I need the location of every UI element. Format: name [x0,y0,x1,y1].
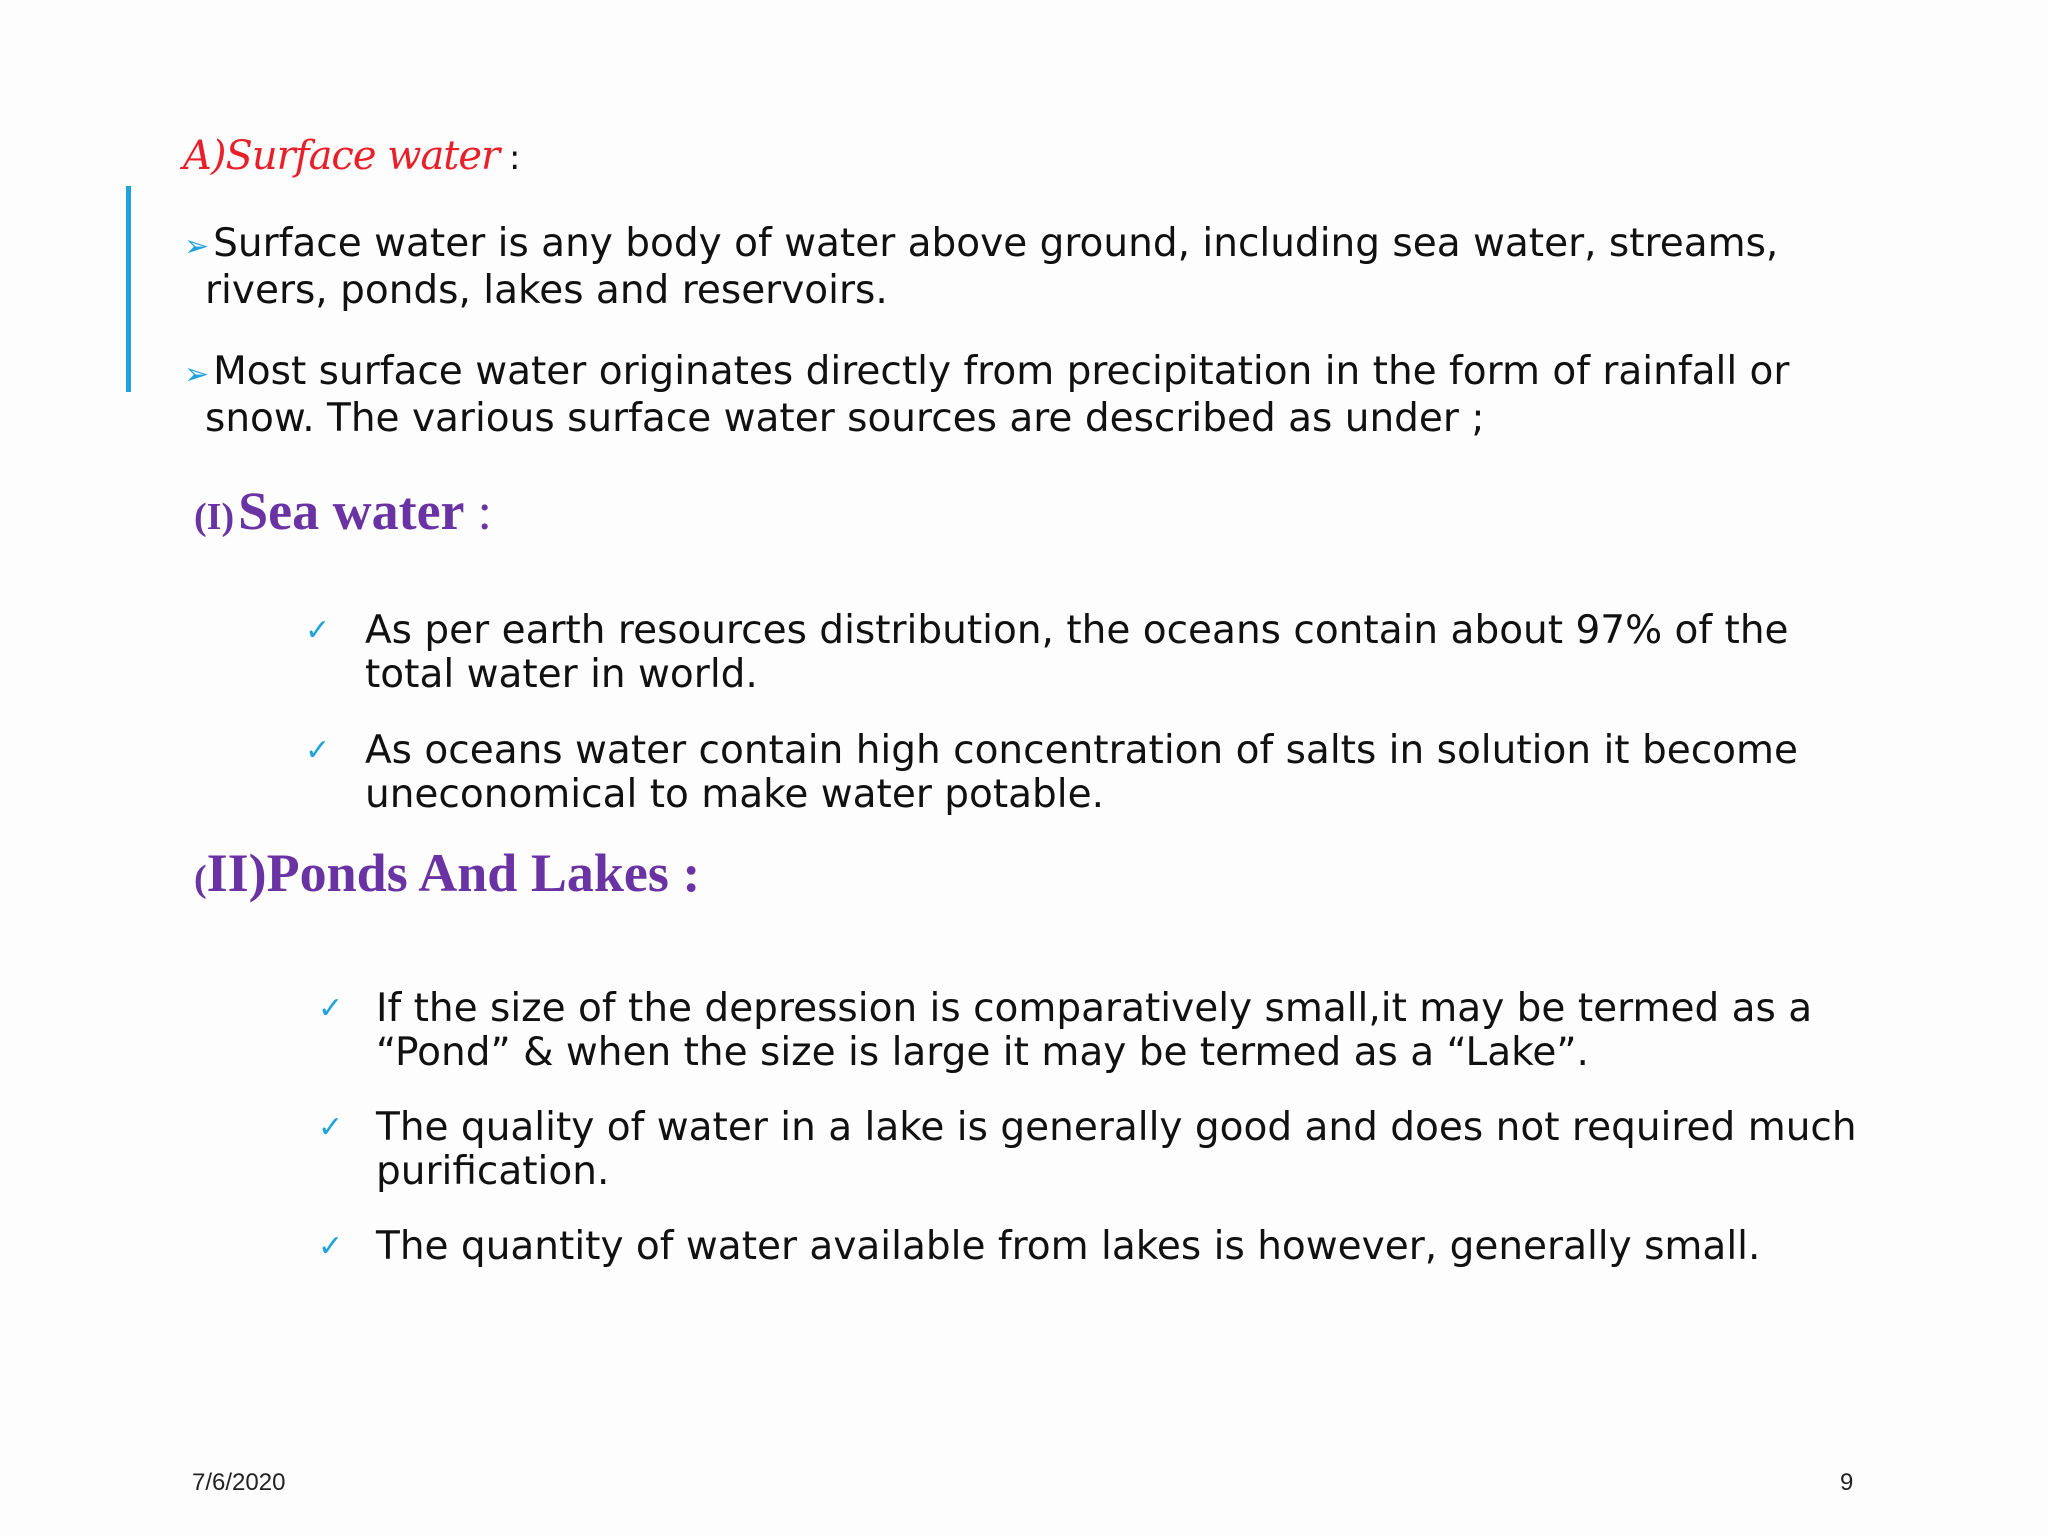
sea-water-item-2 [305,729,1860,819]
arrow-bullet-icon: ➢ [184,229,210,264]
sea-water-item-1-line1: As per earth resources distribution, the oceans contain about 97% of the [365,608,1789,653]
intro-bullet-2-line1: Most surface water originates directly from precipitation in the form of rainfall or [213,349,1790,394]
sea-water-item-2-line2: uneconomical to make water potable. [365,772,1105,817]
checkmark-icon: ✓ [318,1229,344,1264]
ponds-lakes-item-3 [318,1225,1888,1275]
ponds-lakes-item-2-line2: purification. [376,1149,610,1194]
section-a-colon: : [499,138,520,178]
intro-bullet-1-line2: rivers, ponds, lakes and reservoirs. [205,268,888,313]
checkmark-icon: ✓ [318,991,344,1026]
sea-water-colon: : [464,484,492,541]
intro-bullet-1-line1: Surface water is any body of water above ground, including sea water, streams, [213,221,1779,266]
ponds-lakes-open-paren: ( [194,858,207,900]
ponds-lakes-heading [194,842,700,904]
ponds-lakes-title: II)Ponds And Lakes : [206,843,701,903]
sea-water-number: (I) [194,496,235,538]
ponds-lakes-item-2 [318,1106,1888,1196]
section-a-heading [183,133,519,179]
page-number: 9 [1840,1469,1854,1496]
intro-bullet-2 [184,350,1902,441]
sea-water-item-1 [305,609,1860,699]
ponds-lakes-item-1-line2: “Pond” & when the size is large it may be termed as a “Lake”. [376,1030,1589,1075]
accent-bar [126,186,131,392]
ponds-lakes-item-3-line1: The quantity of water available from lakes is however, generally small. [376,1224,1761,1269]
ponds-lakes-item-2-line1: The quality of water in a lake is generally good and does not required much [376,1105,1857,1150]
sea-water-heading [194,480,492,542]
ponds-lakes-item-1-line1: If the size of the depression is comparatively small,it may be termed as a [376,986,1813,1031]
ponds-lakes-item-1 [318,987,1888,1077]
checkmark-icon: ✓ [318,1110,344,1145]
intro-bullet-2-line2: snow. The various surface water sources are described as under ; [205,396,1485,441]
sea-water-title: Sea water [238,481,465,541]
section-a-title: A)Surface water [183,133,500,179]
intro-bullet-1 [184,222,1902,313]
arrow-bullet-icon: ➢ [184,357,210,392]
checkmark-icon: ✓ [305,613,331,648]
sea-water-item-2-line1: As oceans water contain high concentration of salts in solution it become [365,728,1799,773]
checkmark-icon: ✓ [305,733,331,768]
sea-water-item-1-line2: total water in world. [365,652,758,697]
footer-date: 7/6/2020 [192,1469,286,1496]
